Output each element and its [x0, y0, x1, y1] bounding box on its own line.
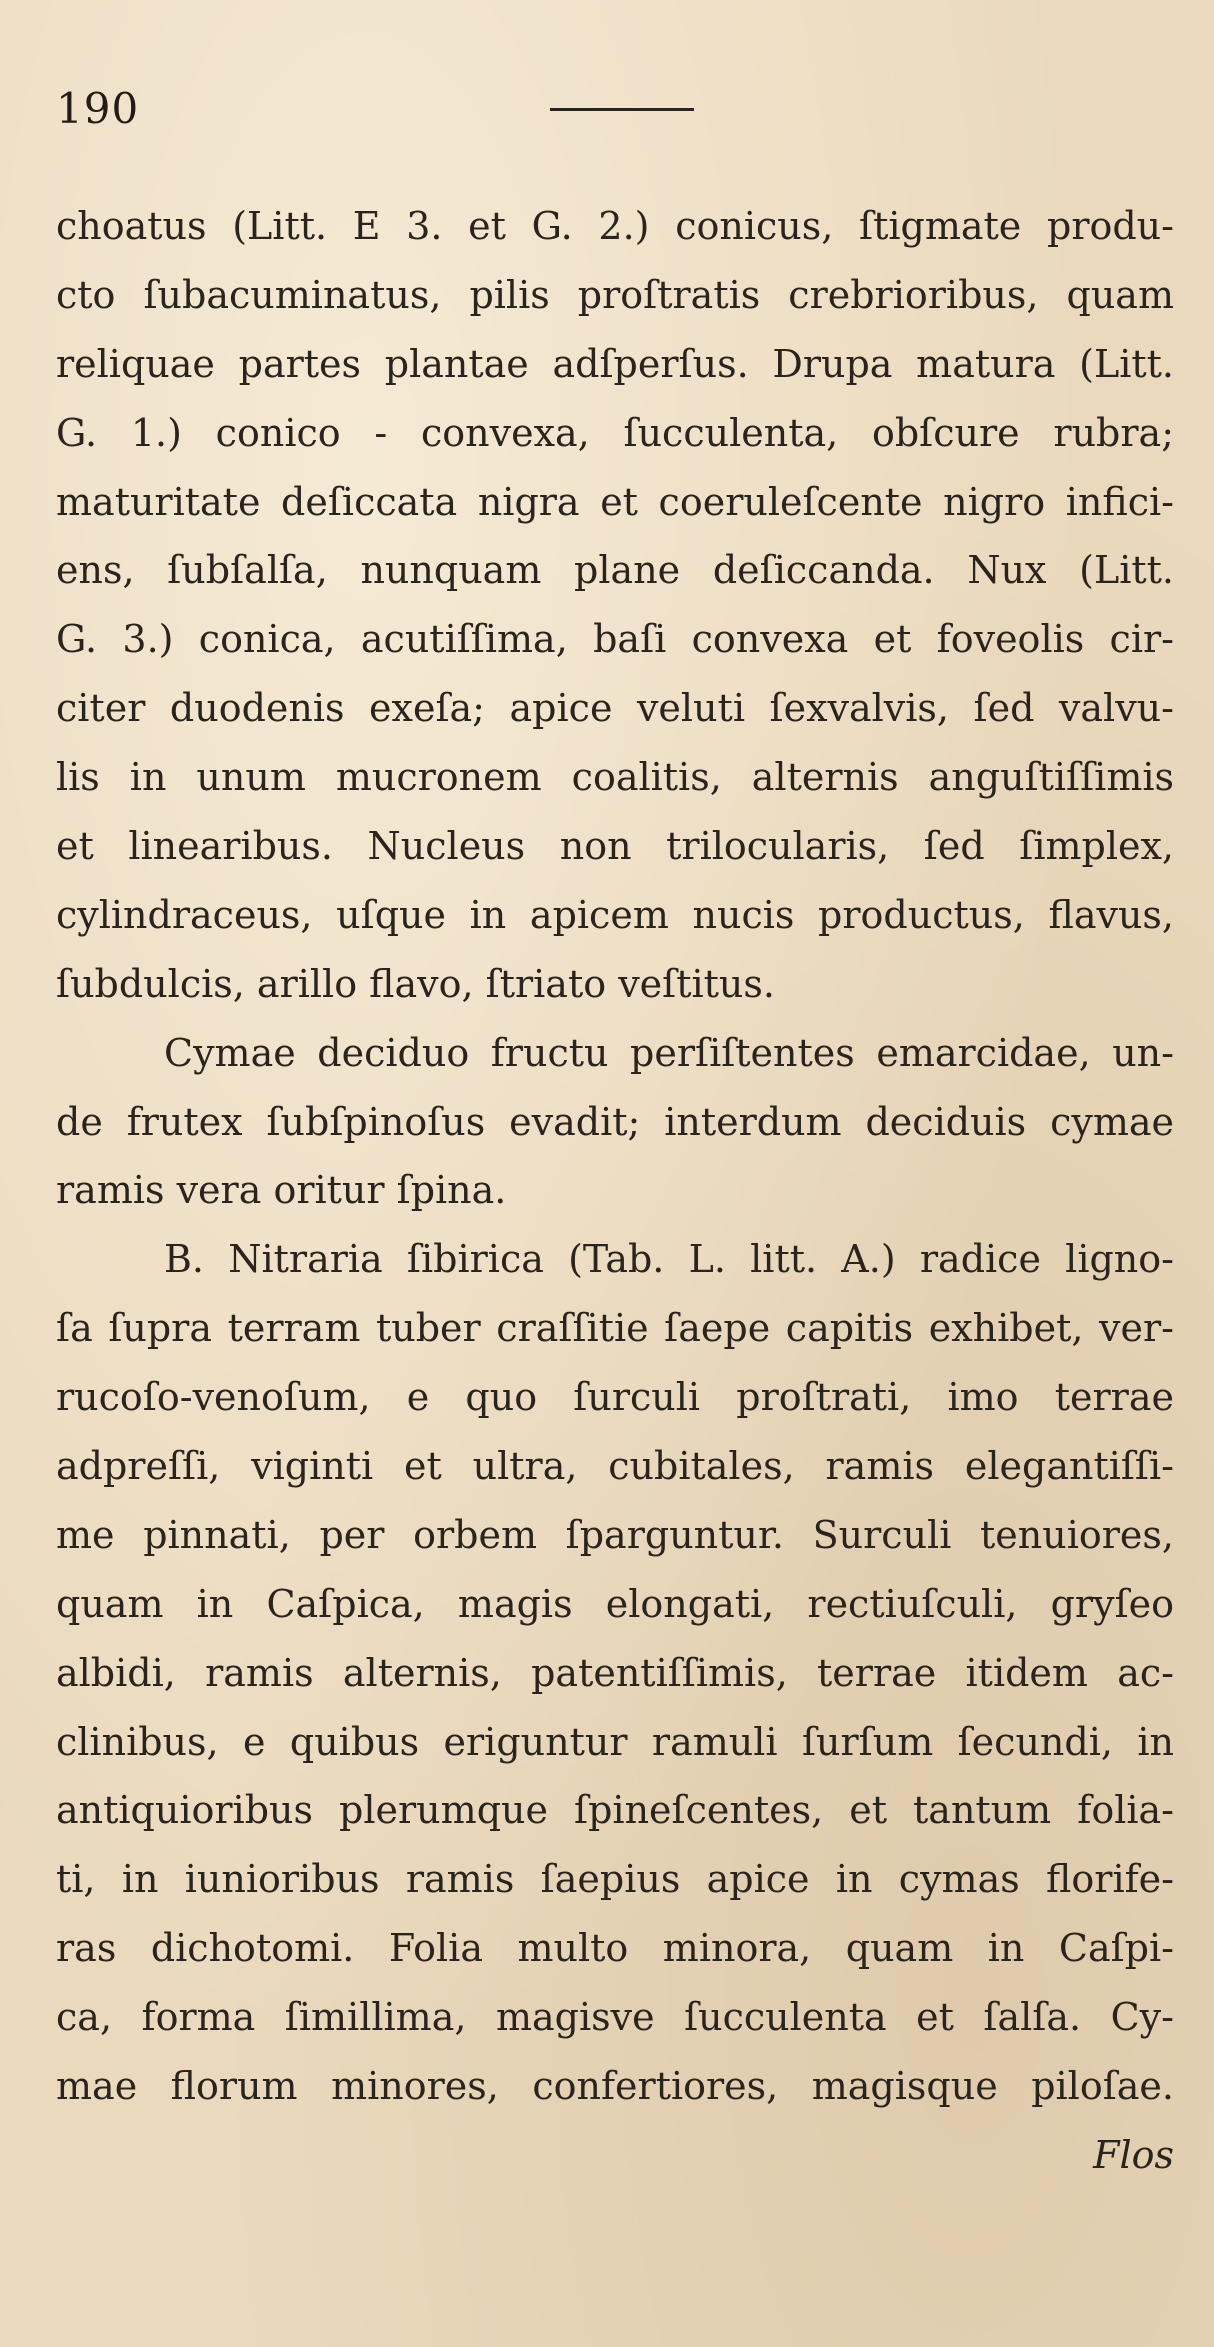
text-line: me pinnati, per orbem ſparguntur. Surculi tenuiores, [56, 1512, 1174, 1557]
text-line: Cymae deciduo fructu perſiſtentes emarcidae, un- [164, 1030, 1174, 1075]
page-number: 190 [56, 84, 140, 133]
text-line: ca, forma ſimillima, magisve ſucculenta et ſalſa. Cy- [56, 1995, 1174, 2040]
text-line: cto ſubacuminatus, pilis proſtratis crebrioribus, quam [56, 272, 1174, 317]
text-line: reliquae partes plantae adſperſus. Drupa matura (Litt. [56, 341, 1174, 386]
text-line: ras dichotomi. Folia multo minora, quam in Caſpi- [56, 1926, 1174, 1971]
text-line: G. 3.) conica, acutiſſima, baſi convexa et foveolis cir- [56, 617, 1174, 662]
text-line: G. 1.) conico - convexa, ſucculenta, obſcure rubra; [56, 410, 1174, 455]
text-line: adpreſſi, viginti et ultra, cubitales, ramis elegantiſſi- [56, 1444, 1174, 1489]
text-line: ramis vera oritur ſpina. [56, 1168, 507, 1213]
text-line: ſubdulcis, arillo flavo, ſtriato veſtitus. [56, 961, 775, 1006]
text-line: maturitate deſiccata nigra et coeruleſcente nigro infici- [56, 479, 1174, 524]
text-line: mae florum minores, confertiores, magisque piloſae. [56, 2064, 1174, 2109]
text-line: quam in Caſpica, magis elongati, rectiuſculi, gryſeo [56, 1581, 1174, 1626]
text-line: ti, in iunioribus ramis ſaepius apice in cymas florife- [56, 1857, 1174, 1902]
header-rule [550, 108, 694, 111]
text-line: lis in unum mucronem coalitis, alternis anguſtiſſimis [56, 755, 1174, 800]
text-line: citer duodenis exeſa; apice veluti ſexvalvis, ſed valvu- [56, 686, 1174, 731]
text-line: antiquioribus plerumque ſpineſcentes, et tantum folia- [56, 1788, 1174, 1833]
text-line: cylindraceus, uſque in apicem nucis productus, flavus, [56, 892, 1174, 937]
text-line: B. Nitraria ſibirica (Tab. L. litt. A.) radice ligno- [164, 1237, 1174, 1282]
text-line: choatus (Litt. E 3. et G. 2.) conicus, ſtigmate produ- [56, 204, 1174, 248]
text-line: ſa ſupra terram tuber craſſitie ſaepe capitis exhibet, ver- [56, 1306, 1174, 1351]
text-line: clinibus, e quibus eriguntur ramuli ſurſum ſecundi, in [56, 1719, 1174, 1764]
text-line: ens, ſubſalſa, nunquam plane deſiccanda. Nux (Litt. [56, 548, 1174, 593]
body-text [56, 192, 1174, 2190]
text-line: de frutex ſubſpinoſus evadit; interdum deciduis cymae [56, 1099, 1174, 1144]
catchword: Flos [1093, 2132, 1174, 2177]
text-line: albidi, ramis alternis, patentiſſimis, terrae itidem ac- [56, 1650, 1174, 1695]
page-header [56, 78, 1156, 138]
text-line: et linearibus. Nucleus non trilocularis, ſed ſimplex, [56, 824, 1174, 869]
text-line: rucoſo-venoſum, e quo ſurculi proſtrati, imo terrae [56, 1375, 1174, 1420]
